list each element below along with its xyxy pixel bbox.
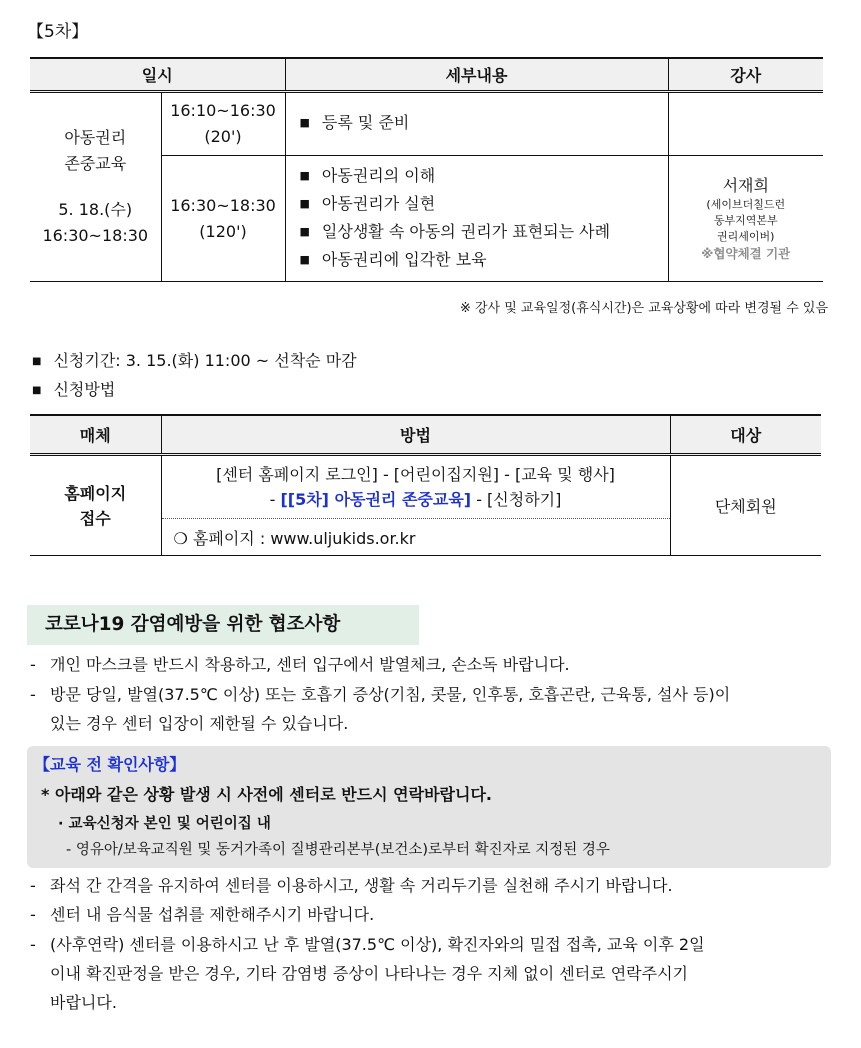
agreement-note: ※협약체결 기관 [701,245,791,261]
time-cell [161,92,285,156]
header-datetime: 일시 [30,58,285,92]
route-cell [161,455,670,519]
instructor-org-line2: 동부지역본부 [713,213,778,227]
route-prefix: - [269,490,281,509]
time-duration: (120') [199,221,247,241]
route-suffix: - [신청하기] [471,490,562,509]
instructor-org-line1: (세이브더칠드런 [706,197,786,211]
corona-line [30,901,830,929]
detail-item: ■ 등록 및 준비 [300,110,668,138]
instructor-cell [668,156,823,282]
method-table [30,414,821,556]
dash-marker: - [30,935,36,954]
time-range: 16:30~18:30 [170,195,276,215]
corona-line-text: 센터 내 음식물 섭취를 제한해주시기 바랍니다. [50,905,375,924]
detail-item: ■ 일상생활 속 아동의 권리가 표현되는 사례 [300,219,668,247]
header-medium: 매체 [30,415,161,455]
corona-line-text: (사후연락) 센터를 이용하시고 난 후 발열(37.5℃ 이상), 확진자와의 밀접 접촉, 교육 이후 2일 [50,935,705,954]
header-instructor: 강사 [668,58,823,92]
corona-line [30,651,830,679]
method-header-row [30,415,821,455]
detail-item: ■ 아동권리의 이해 [300,163,668,191]
check-title: 【교육 전 확인사항】 [34,755,186,774]
corona-line [30,989,830,1017]
application-period-text: 신청기간: 3. 15.(화) 11:00 ~ 선착순 마감 [53,351,357,370]
instructor-org-line3: 권리세이버) [717,229,775,243]
corona-line-text: 좌석 간 간격을 유지하여 센터를 이용하시고, 생활 속 거리두기를 실천해 주시기 바랍니다. [50,876,673,895]
corona-line-text: 바랍니다. [50,993,117,1012]
corona-line-text: 있는 경우 센터 입장이 제한될 수 있습니다. [50,714,349,733]
detail-item: ■ 아동권리에 입각한 보육 [300,247,668,275]
bullet-square-icon: ■ [32,385,42,396]
instructor-empty-cell [668,92,823,156]
details-cell [285,156,668,282]
schedule-header-row [30,58,823,92]
time-cell [161,156,285,282]
application-method-text: 신청방법 [53,380,116,399]
course-name-line2: 존중교육 [64,154,127,173]
schedule-note: ※ 강사 및 교육일정(휴식시간)은 교육상황에 따라 변경될 수 있음 [459,301,828,316]
corona-section-title: 코로나19 감염예방을 위한 협조사항 [27,605,419,645]
header-method: 방법 [161,415,670,455]
course-time: 16:30~18:30 [42,226,149,245]
dash-marker: - [30,876,36,895]
details-cell [285,92,668,156]
corona-line [30,931,830,959]
instructor-name: 서재희 [722,175,769,195]
corona-line-text: 방문 당일, 발열(37.5℃ 이상) 또는 호흡기 증상(기침, 콧물, 인후통, 호흡곤란, 근육통, 설사 등)이 [50,685,731,704]
detail-item: ■ 아동권리가 실현 [300,191,668,219]
course-menu-link[interactable]: [[5차] 아동권리 존중교육] [280,490,472,509]
check-line-3: - 영유아/보육교직원 및 동거가족이 질병관리본부(보건소)로부터 확진자로 지정된 경우 [66,842,610,858]
application-period [32,348,357,371]
dash-marker: - [30,655,36,674]
corona-line [30,872,830,900]
schedule-table [30,57,823,282]
header-target: 대상 [670,415,821,455]
time-range: 16:10~16:30 [170,101,276,120]
corona-line [30,710,830,738]
medium-line2: 접수 [79,508,111,528]
corona-line [30,681,830,709]
header-details: 세부내용 [285,58,668,92]
route-line1: [센터 홈페이지 로그인] - [어린이집지원] - [교육 및 행사] [216,465,615,484]
dash-marker: - [30,685,36,704]
route-line2 [162,487,670,512]
course-name-line1: 아동권리 [64,128,127,147]
corona-line-text: 이내 확진판정을 받은 경우, 기타 감염병 증상이 나타나는 경우 지체 없이 센터로 연락주시기 [50,964,688,983]
bullet-square-icon: ■ [32,356,42,367]
medium-line1: 홈페이지 [64,483,127,503]
course-date: 5. 18.(수) [58,200,133,219]
method-row [30,455,821,519]
check-line-1: * 아래와 같은 상황 발생 시 사전에 센터로 반드시 연락바랍니다. [41,785,492,804]
target-cell: 단체회원 [670,455,821,556]
application-method [32,377,115,400]
dash-marker: - [30,905,36,924]
homepage-cell[interactable]: ❍ 홈페이지 : www.uljukids.or.kr [161,519,670,556]
check-line-2: · 교육신청자 본인 및 어린이집 내 [58,816,271,832]
corona-line-text: 개인 마스크를 반드시 착용하고, 센터 입구에서 발열체크, 손소독 바랍니다. [50,655,570,674]
medium-cell [30,455,161,556]
corona-line [30,960,830,988]
schedule-row [30,92,823,156]
time-duration: (20') [204,127,242,146]
section-title: 【5차】 [27,22,89,42]
date-block [30,92,161,282]
